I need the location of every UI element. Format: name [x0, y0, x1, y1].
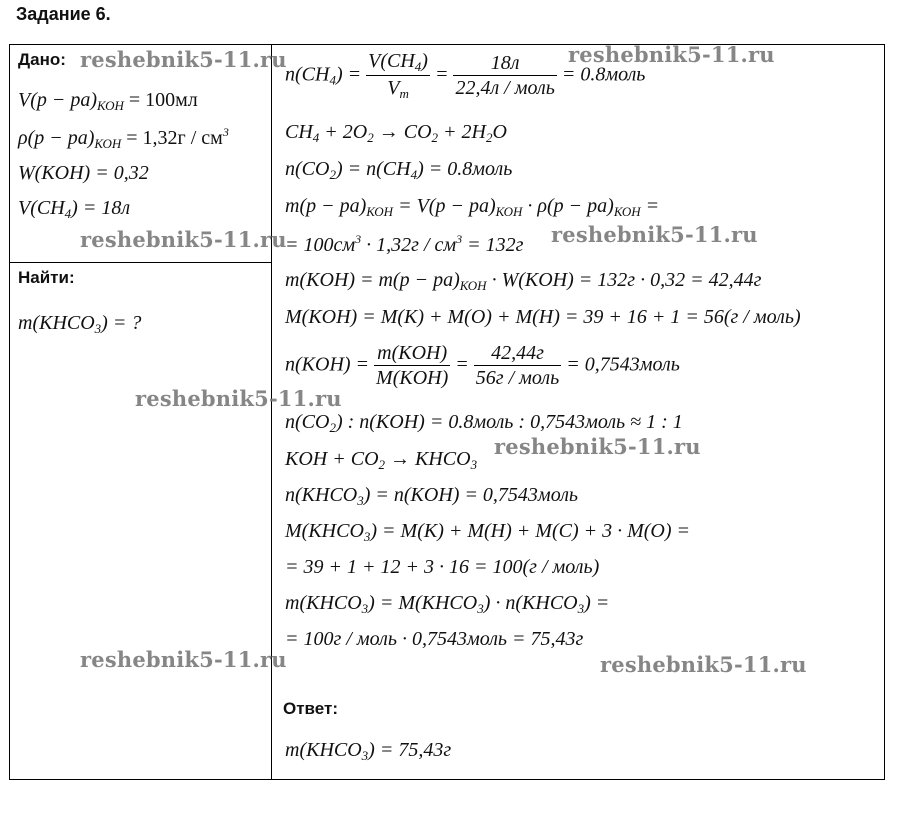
fraction-volume-over-molar: $\frac{V(CH_4)}{V_m}$ [368, 50, 428, 101]
solution-line-6: $m(KOH) = m(p - pa)_{КОН} \cdot W(KOH) = 132г \cdot 0,32 = 42,44г$ [285, 269, 762, 293]
solution-line-14: $m(KHCO_3)$ = $M(KHCO_3)$ · $n(KHCO_3)$ = [285, 592, 610, 616]
fraction-mass-over-molar: $\frac{\text{m(KOH)}}{\text{M(KOH)}}$ [376, 342, 449, 389]
solution-line-1: $n(CH_4)$ = $\frac{V(CH_4)}{V_m}$ = $\frac{18л}{\text{22,4л / моль}}$ = 0.8моль [285, 50, 646, 101]
solution-line-9: $n(CO_2)$ : n(KOH) = 0.8моль : 0,7543моль ≈ 1 : 1 [285, 411, 683, 435]
fraction-numeric: $\frac{18л}{\text{22,4л / моль}}$ [455, 51, 555, 99]
watermark: reshebnik5-11.ru [494, 434, 701, 459]
watermark: reshebnik5-11.ru [80, 227, 287, 252]
given-density-solution: $\rho(p - pa)_{КОН} = 1,32г / см^3$ [18, 125, 229, 151]
given-volume-solution: $V(p - pa)_{КОН} = 100мл$ [18, 89, 198, 113]
answer-expression: $m(KHCO_3) = 75,43г$ [285, 739, 452, 763]
fraction-koh-numeric: $\frac{42,44г}{\text{56г / моль}}$ [475, 342, 560, 389]
find-label: Найти: [18, 268, 75, 287]
watermark: reshebnik5-11.ru [80, 47, 287, 72]
watermark: reshebnik5-11.ru [568, 42, 775, 67]
solution-line-4: $m(p - pa)_{КОН} = V(p - pa)_{КОН} \cdot \rho(p - pa)_{КОН}$ = [285, 195, 660, 219]
solution-line-2: $CH_4 + 2O_2 \to CO_2 + 2H_2O$ [285, 121, 507, 145]
given-mass-fraction: W(KOH) = 0,32 [18, 162, 149, 184]
solution-line-15: = 100г / моль · 0,7543моль = 75,43г [285, 628, 584, 650]
task-title: Задание 6. [16, 4, 111, 24]
solution-line-11: $n(KHCO_3) = n(KOH)$ = 0,7543моль [285, 484, 579, 508]
given-volume-methane: $V(CH_4) = 18л$ [18, 197, 131, 221]
solution-line-7: M(KOH) = M(K) + M(O) + M(H) = 39 + 16 + 1 = 56(г / моль) [285, 306, 801, 328]
solution-line-3: $n(CO_2) = n(CH_4)$ = 0.8моль [285, 158, 513, 182]
solution-line-5: = $100см^3 \cdot 1,32г / см^3 = 132г$ [285, 232, 524, 256]
solution-line-12: $M(KHCO_3) = M(K) + M(H) + M(C) + 3 \cdot M(O)$ = [285, 520, 691, 544]
solution-line-8: n(KOH) = $\frac{\text{m(KOH)}}{\text{M(KOH)}}$ = $\frac{42,44г}{\text{56г / моль}}$ = 0,7543моль [285, 342, 680, 389]
watermark: reshebnik5-11.ru [80, 647, 287, 672]
solution-line-13: = 39 + 1 + 12 + 3 · 16 = 100(г / моль) [285, 556, 600, 578]
find-expression: $m(KHCO_3)$ = ? [18, 312, 142, 336]
given-label: Дано: [18, 50, 66, 69]
solution-line-10: KOH + $CO_2$ → $KHCO_3$ [285, 448, 478, 472]
answer-label: Ответ: [283, 699, 338, 718]
watermark: reshebnik5-11.ru [600, 652, 807, 677]
given-find-divider [9, 262, 272, 263]
watermark: reshebnik5-11.ru [551, 222, 758, 247]
watermark: reshebnik5-11.ru [135, 386, 342, 411]
